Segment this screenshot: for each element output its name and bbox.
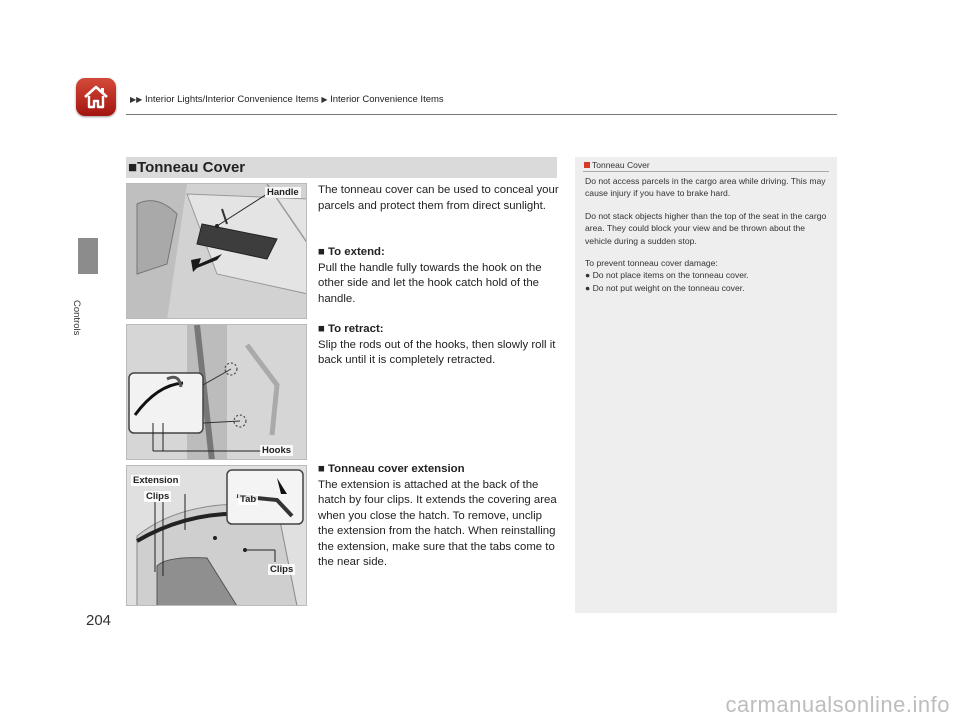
callout-tab: Tab	[240, 494, 257, 505]
extension-text: The extension is attached at the back of the hatch by four clips. It extends the covering area when you close the hatch. To remove, unclip the extension from the hatch. When reinstalling the extension, make sure that the tabs come to the near side.	[318, 478, 557, 568]
watermark: carmanualsonline.info	[725, 692, 950, 717]
callout-clips-top: Clips	[146, 491, 170, 502]
home-icon	[82, 83, 110, 111]
section-title: ■Tonneau Cover	[126, 157, 557, 178]
retract-text: Slip the rods out of the hooks, then slowly roll it back until it is completely retracted.	[318, 338, 556, 366]
note-bullet-1: ● Do not place items on the tonneau cover.	[585, 270, 749, 281]
chapter-tab-marker	[78, 238, 98, 274]
extend-block	[318, 245, 560, 307]
retract-block	[318, 322, 560, 369]
breadcrumb-current: Interior Convenience Items	[330, 94, 444, 105]
note-divider	[583, 171, 829, 172]
square-bullet-icon: ■	[318, 246, 329, 258]
note-paragraph-2: Do not stack objects higher than the top of the seat in the cargo area. They could block your view and be thrown about the vehicle during a sudden stop.	[585, 210, 827, 246]
bullet-icon: ●	[585, 282, 593, 293]
square-bullet-icon: ■	[318, 463, 329, 475]
note-marker-icon	[584, 162, 590, 168]
note-body	[585, 175, 833, 294]
callout-hooks: Hooks	[262, 445, 292, 456]
retract-heading: ■ To retract:	[318, 323, 384, 335]
figure-tonneau-hooks	[126, 324, 307, 460]
figure-tonneau-handle	[126, 183, 307, 319]
extend-text: Pull the handle fully towards the hook on the other side and let the hook catch hold of the handle.	[318, 261, 542, 305]
square-bullet-icon: ■	[128, 159, 138, 176]
triangle-arrow-icon: ▶	[321, 95, 328, 104]
note-title: Tonneau Cover	[584, 160, 650, 170]
double-triangle-arrow-icon: ▶▶	[130, 95, 143, 104]
note-panel	[575, 157, 837, 613]
home-button[interactable]	[76, 78, 116, 116]
note-bullet-2: ● Do not put weight on the tonneau cover.	[585, 282, 745, 293]
chapter-label: Controls	[71, 300, 82, 336]
extension-heading: ■ Tonneau cover extension	[318, 463, 465, 475]
square-bullet-icon: ■	[318, 323, 329, 335]
note-paragraph-1: Do not access parcels in the cargo area while driving. This may cause injury if you have to brake hard.	[585, 176, 826, 199]
extend-heading: ■ To extend:	[318, 246, 385, 258]
breadcrumb	[130, 94, 444, 105]
bullet-icon: ●	[585, 270, 593, 281]
extension-block	[318, 462, 560, 571]
figure-tonneau-extension	[126, 465, 307, 606]
breadcrumb-link-lights[interactable]: Interior Lights/Interior Convenience Items	[144, 94, 319, 105]
note-paragraph-3: To prevent tonneau cover damage:	[585, 258, 718, 269]
intro-paragraph: The tonneau cover can be used to conceal your parcels and protect them from direct sunlight.	[318, 184, 559, 212]
callout-handle: Handle	[267, 187, 299, 198]
header-divider	[126, 114, 837, 115]
callout-clips-bottom: Clips	[270, 564, 294, 575]
page-number: 204	[86, 612, 112, 629]
callout-extension: Extension	[133, 475, 179, 486]
